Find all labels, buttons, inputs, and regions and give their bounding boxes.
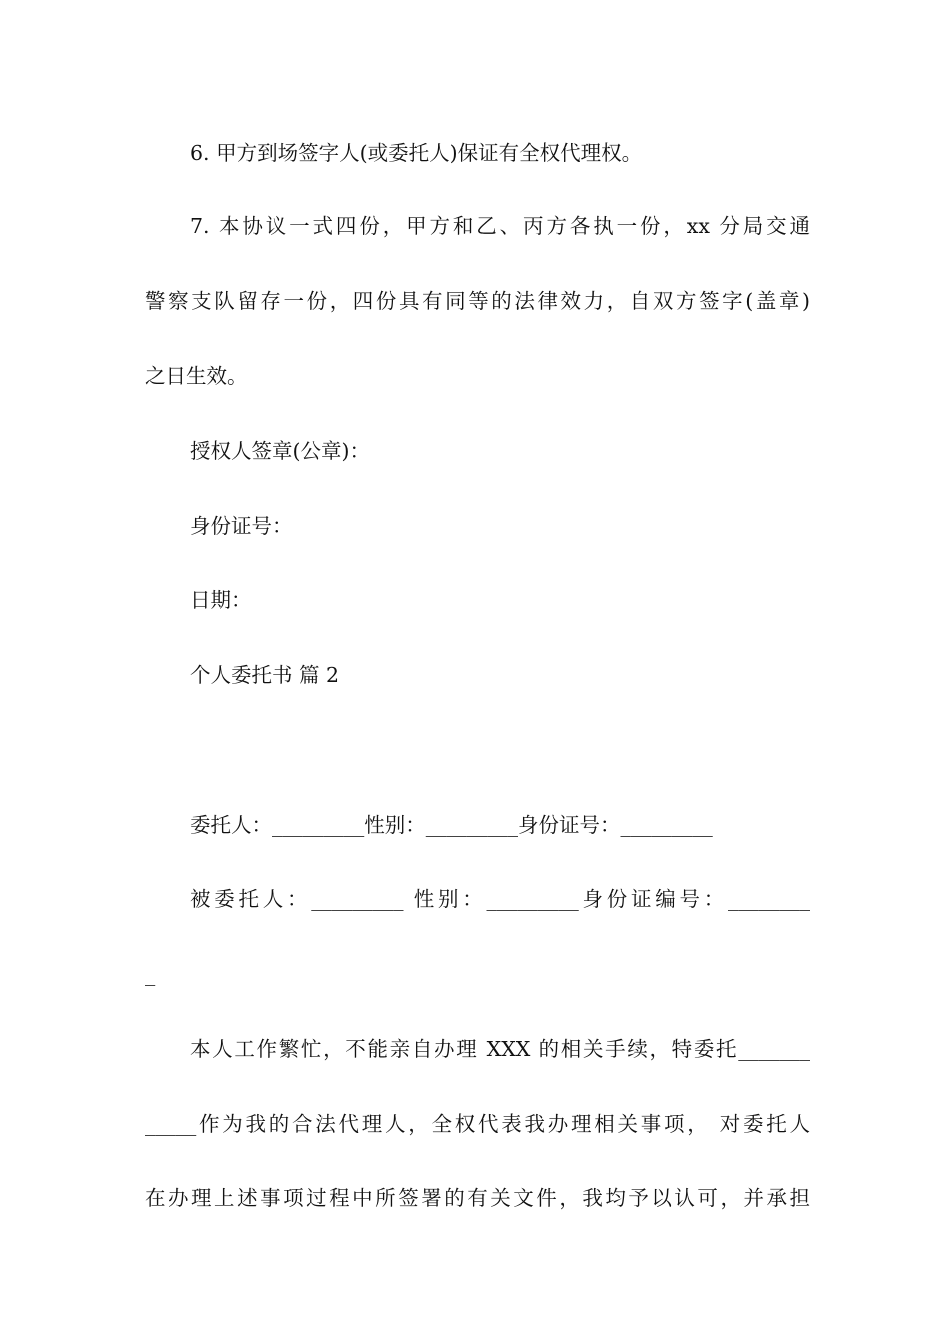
body-paragraph-line-3: 在办理上述事项过程中所签署的有关文件，我均予以认可，并承担	[145, 1186, 810, 1210]
body-paragraph-line-1: 本人工作繁忙，不能亲自办理 XXX 的相关手续，特委托_______	[190, 1037, 810, 1061]
authorizer-signature-label: 授权人签章(公章)：	[190, 439, 370, 463]
clause-7-line-3: 之日生效。	[145, 364, 248, 388]
clause-7-line-2: 警察支队留存一份，四份具有同等的法律效力，自双方签字(盖章)	[145, 289, 810, 313]
body-paragraph-line-2: _____作为我的合法代理人，全权代表我办理相关事项， 对委托人	[145, 1112, 810, 1136]
agent-info-continuation: _	[145, 962, 156, 986]
agent-info-line: 被委托人：_________ 性别：_________身份证编号：________	[190, 887, 810, 911]
id-number-label: 身份证号：	[190, 514, 293, 538]
section-heading: 个人委托书 篇 2	[190, 663, 340, 687]
clause-6: 6. 甲方到场签字人(或委托人)保证有全权代理权。	[190, 141, 643, 165]
date-label: 日期：	[190, 588, 252, 612]
principal-info-line: 委托人：_________性别：_________身份证号：_________	[190, 813, 713, 837]
clause-7-line-1: 7. 本协议一式四份，甲方和乙、丙方各执一份，xx 分局交通	[190, 214, 810, 238]
